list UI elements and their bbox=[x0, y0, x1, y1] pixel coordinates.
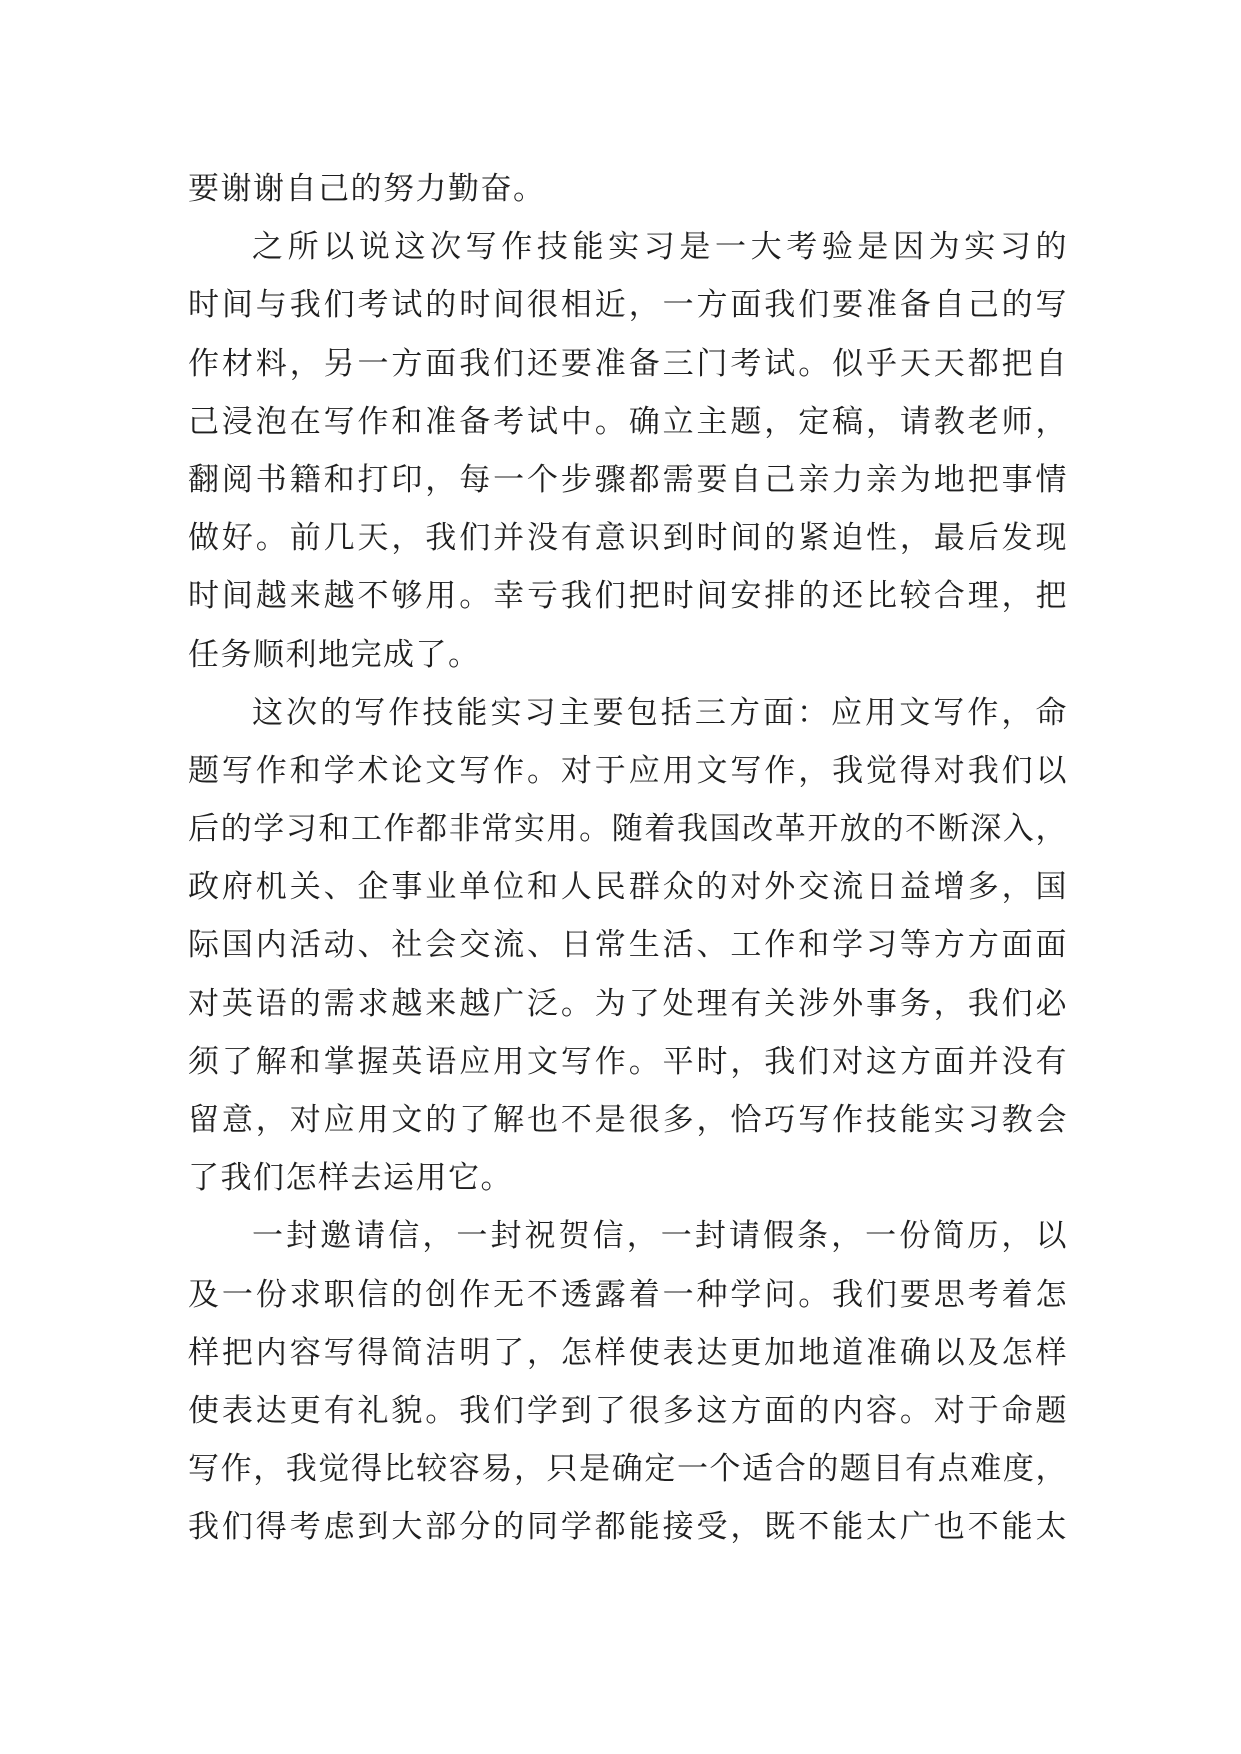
text-line: 任务顺利地完成了。 bbox=[188, 636, 481, 672]
document-body bbox=[188, 160, 1068, 1557]
text-line: 作材料，另一方面我们还要准备三门考试。似乎天天都把自 bbox=[188, 345, 1068, 381]
text-line: 须了解和掌握英语应用文写作。平时，我们对这方面并没有 bbox=[188, 1043, 1068, 1079]
text-line: 使表达更有礼貌。我们学到了很多这方面的内容。对于命题 bbox=[188, 1392, 1068, 1428]
text-line: 题写作和学术论文写作。对于应用文写作，我觉得对我们以 bbox=[188, 752, 1068, 788]
text-line: 时间与我们考试的时间很相近，一方面我们要准备自己的写 bbox=[188, 287, 1068, 323]
text-line: 己浸泡在写作和准备考试中。确立主题，定稿，请教老师， bbox=[188, 403, 1068, 439]
text-line: 样把内容写得简洁明了，怎样使表达更加地道准确以及怎样 bbox=[188, 1334, 1068, 1370]
text-line: 际国内活动、社会交流、日常生活、工作和学习等方方面面 bbox=[188, 927, 1068, 963]
text-line: 翻阅书籍和打印，每一个步骤都需要自己亲力亲为地把事情 bbox=[188, 461, 1068, 497]
text-line: 了我们怎样去运用它。 bbox=[188, 1160, 513, 1196]
text-line: 要谢谢自己的努力勤奋。 bbox=[188, 171, 546, 206]
text-line: 及一份求职信的创作无不透露着一种学问。我们要思考着怎 bbox=[188, 1276, 1068, 1312]
text-line: 留意，对应用文的了解也不是很多，恰巧写作技能实习教会 bbox=[188, 1102, 1068, 1137]
text-line: 做好。前几天，我们并没有意识到时间的紧迫性，最后发现 bbox=[188, 520, 1068, 556]
text-line: 一封邀请信，一封祝贺信，一封请假条，一份简历，以 bbox=[252, 1218, 1068, 1254]
text-line: 政府机关、企事业单位和人民群众的对外交流日益增多，国 bbox=[188, 869, 1068, 905]
text-line: 对英语的需求越来越广泛。为了处理有关涉外事务，我们必 bbox=[188, 985, 1068, 1021]
text-line: 这次的写作技能实习主要包括三方面：应用文写作，命 bbox=[252, 694, 1068, 730]
text-line: 时间越来越不够用。幸亏我们把时间安排的还比较合理，把 bbox=[188, 578, 1068, 614]
text-line: 我们得考虑到大部分的同学都能接受，既不能太广也不能太 bbox=[188, 1509, 1068, 1545]
text-line: 写作，我觉得比较容易，只是确定一个适合的题目有点难度， bbox=[188, 1451, 1068, 1487]
text-line: 之所以说这次写作技能实习是一大考验是因为实习的 bbox=[252, 229, 1068, 265]
text-line: 后的学习和工作都非常实用。随着我国改革开放的不断深入， bbox=[188, 811, 1068, 847]
